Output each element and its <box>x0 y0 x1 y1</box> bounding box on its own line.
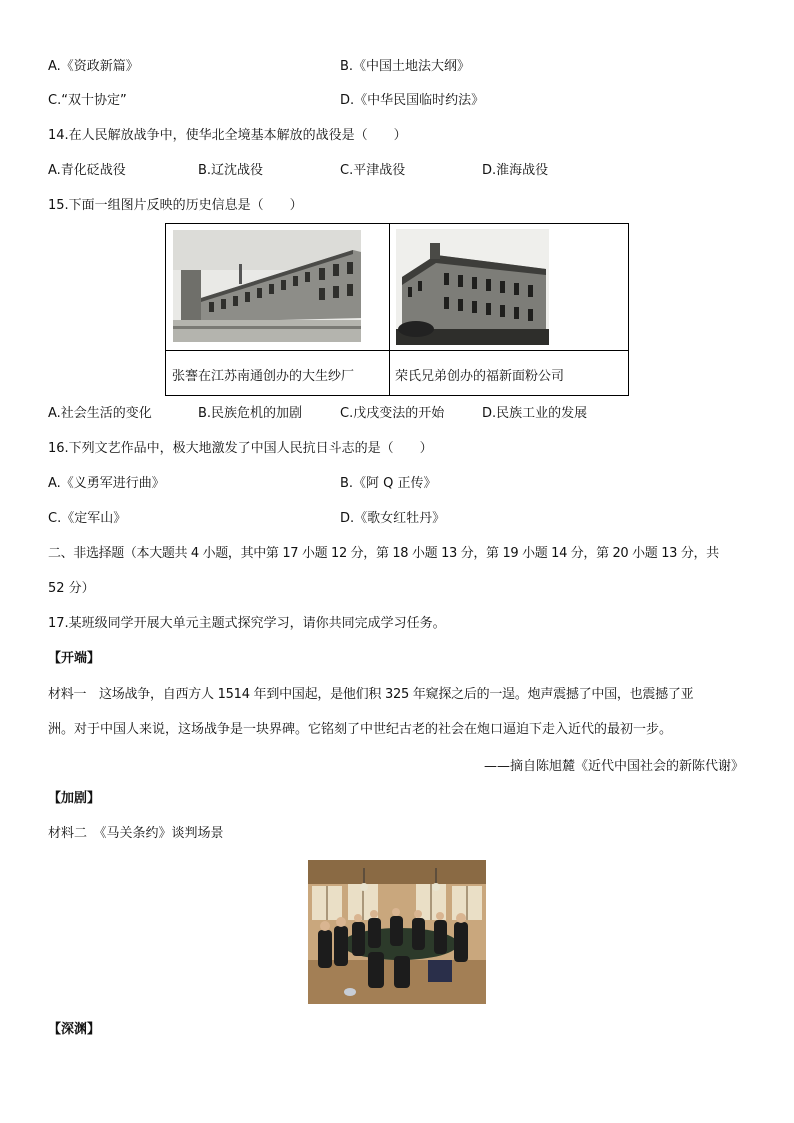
q15-option-d: D.民族工业的发展 <box>482 406 588 421</box>
heading-jiaju: 【加剧】 <box>48 791 101 806</box>
section2-heading-line2: 52 分） <box>48 581 95 596</box>
dasheng-cotton-mill-photo <box>173 230 361 342</box>
q14-option-b: B.辽沈战役 <box>198 163 264 178</box>
q14-option-a: A.青化砭战役 <box>48 163 126 178</box>
q16-option-d: D.《歌女红牡丹》 <box>340 511 446 526</box>
heading-kaiduan: 【开端】 <box>48 651 101 666</box>
q13-option-c: C.“双十协定” <box>48 93 127 108</box>
q15-stem: 15.下面一组图片反映的历史信息是（ ） <box>48 198 303 213</box>
material1-source: ——摘自陈旭麓《近代中国社会的新陈代谢》 <box>483 759 744 774</box>
fuxin-flour-company-photo <box>396 229 549 345</box>
material2-title: 材料二 《马关条约》谈判场景 <box>48 826 224 841</box>
material1-line2: 洲。对于中国人来说，这场战争是一块界碑。它铭刻了中世纪古老的社会在炮口逼迫下走入近代的最初一步。 <box>48 722 673 737</box>
q15-option-a: A.社会生活的变化 <box>48 406 152 421</box>
q13-option-d: D.《中华民国临时约法》 <box>340 93 485 108</box>
q14-option-c: C.平津战役 <box>340 163 406 178</box>
q15-option-c: C.戊戌变法的开始 <box>340 406 445 421</box>
q16-option-c: C.《定军山》 <box>48 511 127 526</box>
q17-stem: 17.某班级同学开展大单元主题式探究学习，请你共同完成学习任务。 <box>48 616 446 631</box>
caption-fuxin-flour: 荣氏兄弟创办的福新面粉公司 <box>395 369 565 384</box>
heading-shenyuan: 【深渊】 <box>48 1022 101 1037</box>
shimonoseki-negotiation-painting <box>308 860 486 1004</box>
material1-line1: 材料一 这场战争，自西方人 1514 年到中国起，是他们积 325 年窥探之后的一逞。炮声震撼了中国，也震撼了亚 <box>48 687 694 702</box>
q16-stem: 16.下列文艺作品中，极大地激发了中国人民抗日斗志的是（ ） <box>48 441 433 456</box>
q16-option-b: B.《阿 Q 正传》 <box>340 476 437 491</box>
caption-dasheng-mill: 张謇在江苏南通创办的大生纱厂 <box>172 369 355 384</box>
q15-option-b: B.民族危机的加剧 <box>198 406 303 421</box>
q16-option-a: A.《义勇军进行曲》 <box>48 476 165 491</box>
section2-heading-line1: 二、非选择题（本大题共 4 小题，其中第 17 小题 12 分，第 18 小题 13 分，第 19 小题 14 分，第 20 小题 13 分，共 <box>48 546 719 561</box>
q14-option-d: D.淮海战役 <box>482 163 549 178</box>
q13-option-a: A.《资政新篇》 <box>48 59 139 74</box>
q14-stem: 14.在人民解放战争中，使华北全境基本解放的战役是（ ） <box>48 128 407 143</box>
q13-option-b: B.《中国土地法大纲》 <box>340 59 471 74</box>
